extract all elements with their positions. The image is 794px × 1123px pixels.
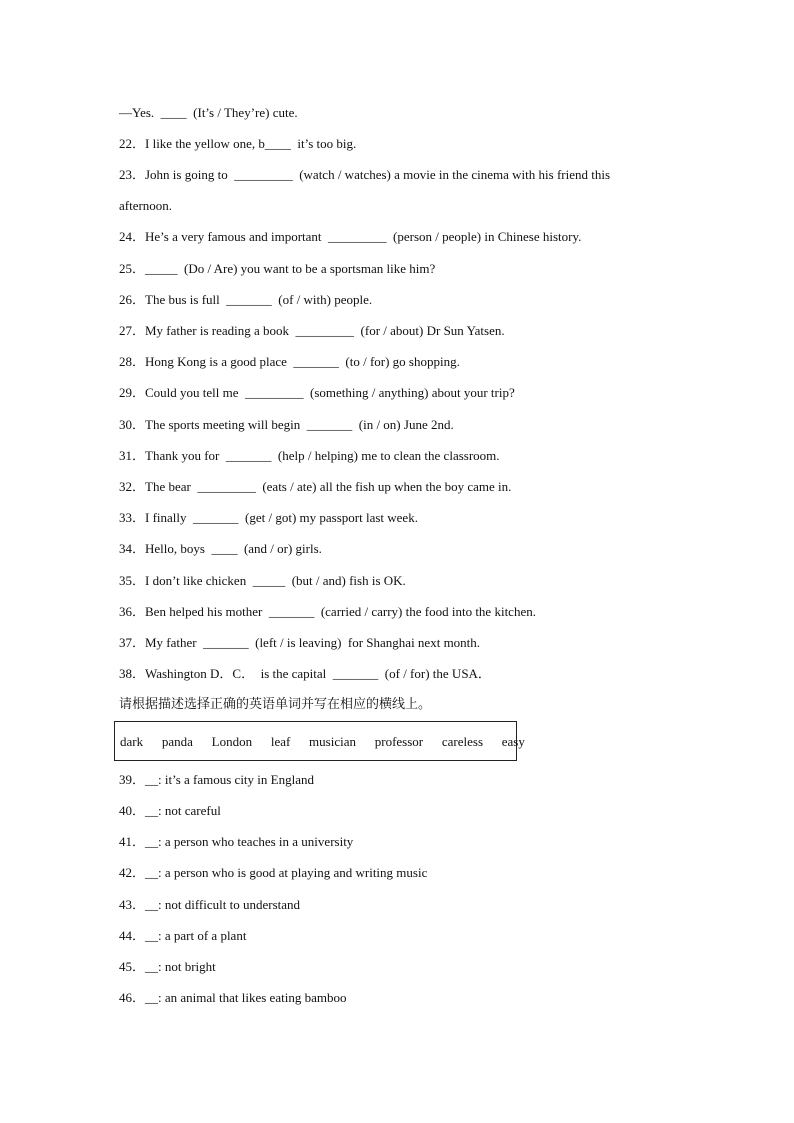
- question-39: 39．__: it’s a famous city in England: [119, 772, 314, 787]
- question-23: 23．John is going to _________ (watch / watches) a movie in the cinema with his friend this: [119, 167, 611, 182]
- question-32: 32．The bear _________ (eats / ate) all the fish up when the boy came in.: [119, 479, 512, 494]
- question-44: 44．__: a part of a plant: [119, 928, 247, 943]
- question-line: —Yes. ____ (It’s / They’re) cute.: [119, 105, 298, 120]
- question-25: 25．_____ (Do / Are) you want to be a sportsman like him?: [119, 261, 436, 276]
- question-26: 26．The bus is full _______ (of / with) people.: [119, 292, 373, 307]
- word-bank-box: [114, 721, 525, 761]
- question-28: 28．Hong Kong is a good place _______ (to / for) go shopping.: [119, 354, 460, 369]
- question-24: 24．He’s a very famous and important _________ (person / people) in Chinese history.: [119, 229, 582, 244]
- question-31: 31．Thank you for _______ (help / helping) me to clean the classroom.: [119, 448, 500, 463]
- question-37: 37．My father _______ (left / is leaving) for Shanghai next month.: [119, 635, 481, 650]
- question-29: 29．Could you tell me _________ (something / anything) about your trip?: [119, 385, 515, 400]
- question-42: 42．__: a person who is good at playing and writing music: [119, 865, 428, 880]
- question-45: 45．__: not bright: [119, 959, 216, 974]
- question-27: 27．My father is reading a book _________ (for / about) Dr Sun Yatsen.: [119, 323, 505, 338]
- question-36: 36．Ben helped his mother _______ (carried / carry) the food into the kitchen.: [119, 604, 536, 619]
- word-bank-text: dark panda London leaf musician professor careless easy: [120, 734, 525, 749]
- question-30: 30．The sports meeting will begin _______ (in / on) June 2nd.: [119, 417, 454, 432]
- question-22: 22．I like the yellow one, b____ it’s too big.: [119, 136, 357, 151]
- question-35: 35．I don’t like chicken _____ (but / and) fish is OK.: [119, 573, 406, 588]
- question-40: 40．__: not careful: [119, 803, 221, 818]
- section-instruction: 请根据描述选择正确的英语单词并写在相应的横线上。: [119, 697, 432, 712]
- question-34: 34．Hello, boys ____ (and / or) girls.: [119, 541, 322, 556]
- question-23-continuation: afternoon.: [119, 198, 173, 213]
- question-33: 33．I finally _______ (get / got) my passport last week.: [119, 510, 418, 525]
- question-41: 41．__: a person who teaches in a university: [119, 834, 354, 849]
- question-46: 46．__: an animal that likes eating bamboo: [119, 990, 347, 1005]
- question-38: 38．Washington D．C． is the capital _______ (of / for) the USA．: [119, 666, 491, 681]
- question-43: 43．__: not difficult to understand: [119, 897, 301, 912]
